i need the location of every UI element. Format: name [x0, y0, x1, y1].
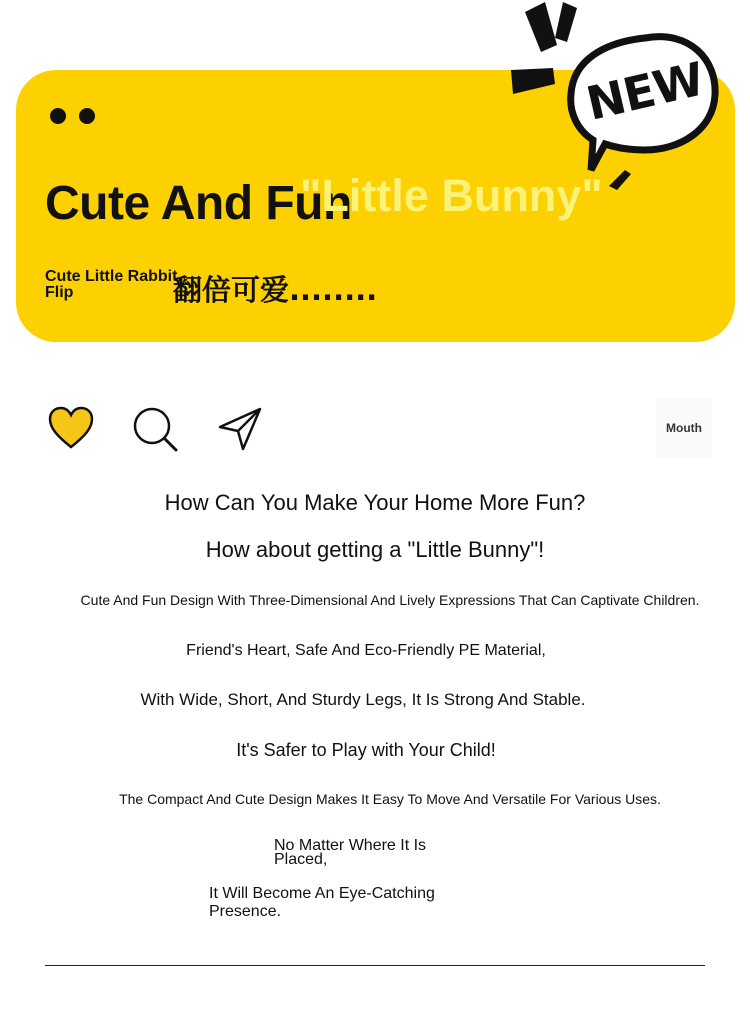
decor-dot	[79, 108, 95, 124]
body-line: Cute And Fun Design With Three-Dimensional And Lively Expressions That Can Captivate Children.	[80, 592, 700, 608]
body-line: Friend's Heart, Safe And Eco-Friendly PE Material,	[186, 642, 546, 659]
body-line: It Will Become An Eye-Catching Presence.	[209, 885, 435, 920]
body-line: How Can You Make Your Home More Fun?	[164, 490, 586, 515]
divider	[45, 965, 705, 966]
body-line: The Compact And Cute Design Makes It Easy To Move And Versatile For Various Uses.	[119, 791, 661, 807]
search-icon[interactable]	[131, 405, 179, 453]
heart-icon[interactable]	[47, 405, 95, 453]
new-badge-label: NEW	[581, 51, 709, 131]
body-line: It's Safer to Play with Your Child!	[236, 740, 496, 760]
body-line: No Matter Where It Is Placed,	[274, 837, 427, 868]
banner-chinese-text: 翻倍可爱........	[173, 273, 378, 307]
banner-subtitle: Cute Little Rabbit, Flip	[45, 268, 182, 301]
decor-dot	[50, 108, 66, 124]
banner-highlight: "Little Bunny"	[300, 170, 603, 221]
mouth-tag[interactable]: Mouth	[656, 398, 712, 458]
body-line: With Wide, Short, And Sturdy Legs, It Is Strong And Stable.	[140, 690, 586, 709]
send-icon[interactable]	[216, 405, 264, 453]
banner-title: Cute And Fun	[45, 177, 352, 230]
body-line: How about getting a "Little Bunny"!	[205, 537, 545, 562]
